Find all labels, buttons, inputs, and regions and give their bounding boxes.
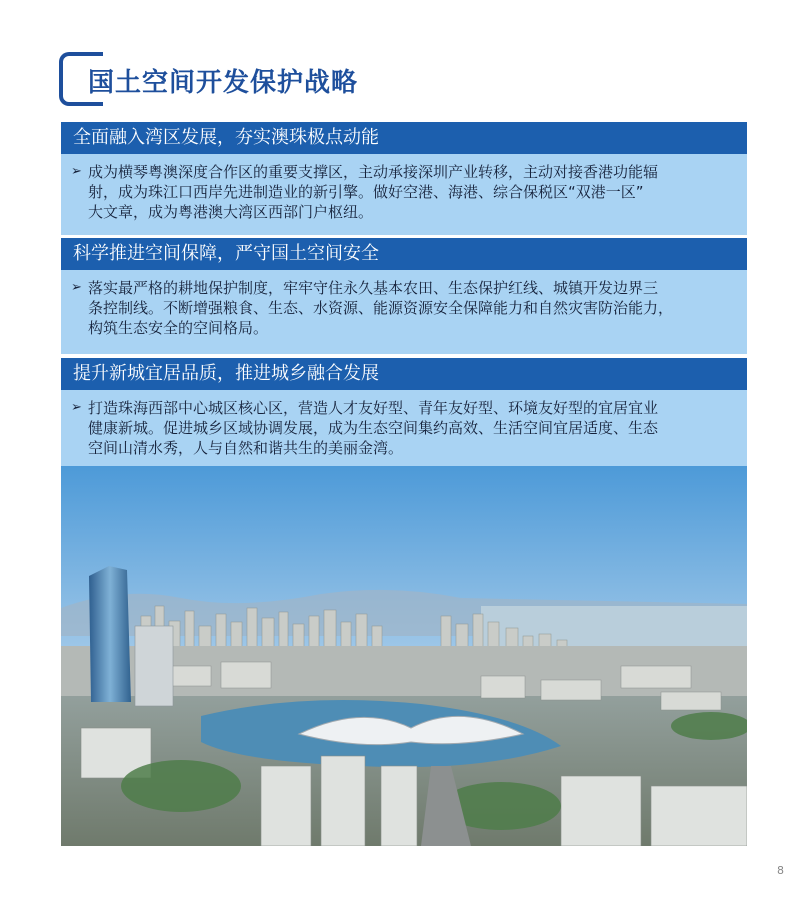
arrow-bullet-icon: ➢ [71,280,82,295]
text-line: 打造珠海西部中心城区核心区，营造人才友好型、青年友好型、环境友好型的宜居宜业 [88,399,659,417]
text-line: 构筑生态安全的空间格局。 [88,319,269,337]
section-new-city [61,358,747,466]
arrow-bullet-icon: ➢ [71,400,82,415]
section-heading: 全面融入湾区发展，夯实澳珠极点动能 [61,122,747,154]
section-heading: 科学推进空间保障，严守国土空间安全 [61,238,747,270]
text-line: 成为横琴粤澳深度合作区的重要支撑区，主动承接深圳产业转移，主动对接香港功能辐 [88,163,659,181]
text-line: 空间山清水秀，人与自然和谐共生的美丽金湾。 [88,439,404,457]
section-body [61,390,747,466]
aerial-city-photo [61,466,747,846]
text-line: 射，成为珠江口西岸先进制造业的新引擎。做好空港、海港、综合保税区“双港一区” [88,183,644,201]
arrow-bullet-icon: ➢ [71,164,82,179]
section-space-security [61,238,747,354]
section-body [61,270,747,354]
text-line: 落实最严格的耕地保护制度，牢牢守住永久基本农田、生态保护红线、城镇开发边界三 [88,279,659,297]
section-bay-area [61,122,747,235]
section-heading: 提升新城宜居品质，推进城乡融合发展 [61,358,747,390]
text-line: 条控制线。不断增强粮食、生态、水资源、能源资源安全保障能力和自然灾害防治能力， [88,299,674,317]
text-line: 健康新城。促进城乡区域协调发展，成为生态空间集约高效、生活空间宜居适度、生态 [88,419,659,437]
section-body [61,154,747,235]
page-number: 8 [777,864,784,877]
text-line: 大文章，成为粤港澳大湾区西部门户枢纽。 [88,203,374,221]
page-title: 国土空间开发保护战略 [88,68,359,98]
